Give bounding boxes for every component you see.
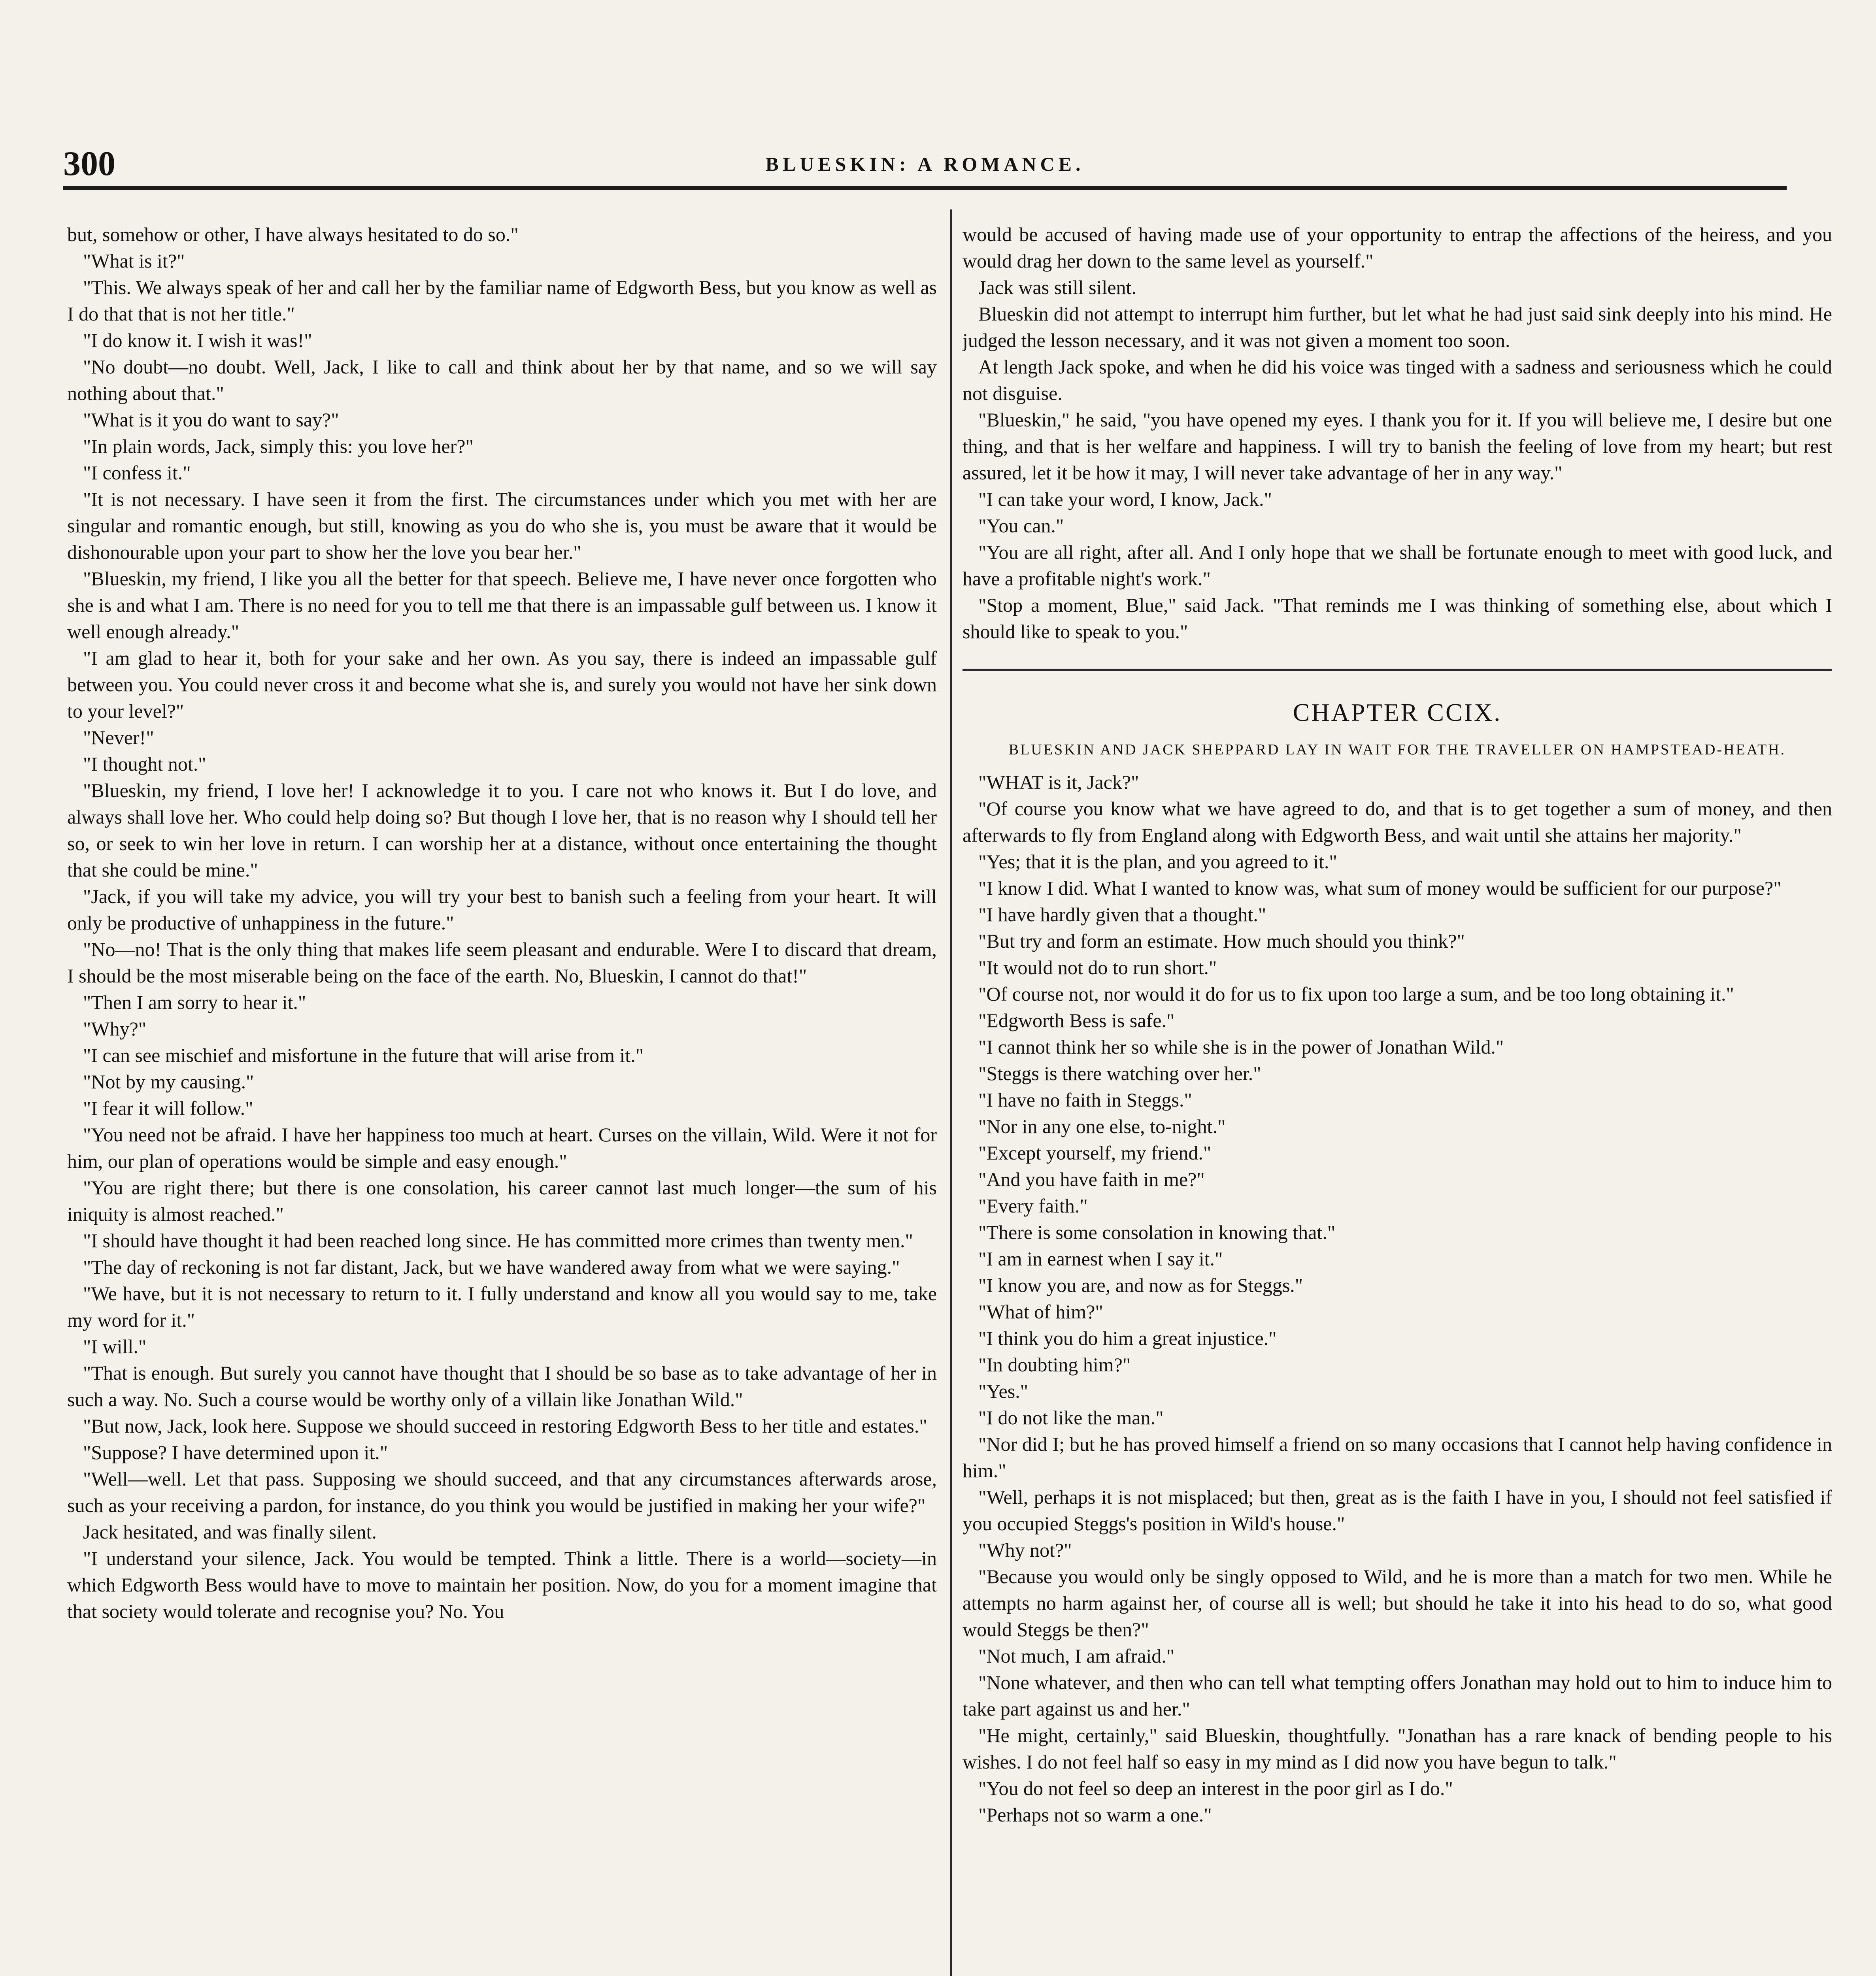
paragraph: "No—no! That is the only thing that makes life seem pleasant and endurable. Were I to discard that dream, I should be the most miserable being on the face of the earth. No, Blueskin, I cannot do that!" bbox=[67, 938, 937, 987]
paragraph: "Why not?" bbox=[978, 1539, 1072, 1561]
paragraph: "What of him?" bbox=[978, 1301, 1103, 1323]
paragraph: "Well—well. Let that pass. Supposing we should succeed, and that any circumstances afterwards arose, such as your receiving a pardon, for instance, do you think you would be justified in making her your wife?" bbox=[67, 1468, 937, 1516]
paragraph: "I know you are, and now as for Steggs." bbox=[978, 1274, 1303, 1296]
paragraph: "I fear it will follow." bbox=[83, 1097, 253, 1119]
column-divider bbox=[950, 209, 952, 1976]
right-column bbox=[963, 221, 1832, 1976]
paragraph: "I do not like the man." bbox=[978, 1407, 1164, 1429]
paragraph: "Edgworth Bess is safe." bbox=[978, 1009, 1175, 1031]
paragraph: "Steggs is there watching over her." bbox=[978, 1062, 1261, 1084]
paragraph: "That is enough. But surely you cannot have thought that I should be so base as to take advantage of her in such a way. No. Such a course would be worthy only of a villain like Jonathan Wild." bbox=[67, 1362, 937, 1410]
paragraph: "In plain words, Jack, simply this: you love her?" bbox=[83, 435, 474, 457]
paragraph: "This. We always speak of her and call her by the familiar name of Edgworth Bess, but you know as well as I do that that is not her title." bbox=[67, 276, 937, 325]
paragraph: "I can see mischief and misfortune in the future that will arise from it." bbox=[83, 1044, 644, 1066]
paragraph: "Perhaps not so warm a one." bbox=[978, 1804, 1212, 1826]
paragraph: "There is some consolation in knowing that." bbox=[978, 1221, 1336, 1243]
paragraph: "You are right there; but there is one consolation, his career cannot last much longer—the sum of his iniquity is almost reached." bbox=[67, 1177, 937, 1225]
paragraph: "I have hardly given that a thought." bbox=[978, 903, 1266, 926]
paragraph: "Of course not, nor would it do for us to fix upon too large a sum, and be too long obtaining it." bbox=[978, 983, 1734, 1005]
paragraph: "Blueskin," he said, "you have opened my eyes. I thank you for it. If you will believe me, I desire but one thing, and that is her welfare and happiness. I will try to banish the feeling of love from my heart; but rest assured, let it be how it may, I will never take advantage of her in any way." bbox=[963, 409, 1832, 484]
running-head: BLUESKIN: A ROMANCE. bbox=[765, 153, 1085, 175]
paragraph: "Blueskin, my friend, I like you all the better for that speech. Believe me, I have never once forgotten who she is and what I am. There is no need for you to tell me that there is an impassable gulf between us. I know it well enough already." bbox=[67, 568, 937, 643]
paragraph: "Suppose? I have determined upon it." bbox=[83, 1441, 388, 1463]
paragraph: "No doubt—no doubt. Well, Jack, I like to call and think about her by that name, and so we will say nothing about that." bbox=[67, 356, 937, 404]
paragraph: "Because you would only be singly opposed to Wild, and he is more than a match for two men. While he attempts no harm against her, of course all is well; but should he take it into his head to do so, what good would Steggs be then?" bbox=[963, 1565, 1832, 1640]
paragraph: "WHAT is it, Jack?" bbox=[978, 771, 1139, 793]
paragraph: "I understand your silence, Jack. You would be tempted. Think a little. There is a world—society—in which Edgworth Bess would have to move to maintain her position. Now, do you for a moment imagine that that society would tolerate and recognise you? No. You bbox=[67, 1547, 937, 1622]
paragraph: "Yes." bbox=[978, 1380, 1029, 1402]
page-number: 300 bbox=[63, 145, 115, 183]
right-column-before-chapter bbox=[963, 221, 1832, 645]
paragraph: would be accused of having made use of your opportunity to entrap the affections of the heiress, and you would drag her down to the same level as yourself." bbox=[963, 223, 1832, 272]
paragraph: "Yes; that it is the plan, and you agreed to it." bbox=[978, 850, 1337, 873]
paragraph: "Then I am sorry to hear it." bbox=[83, 991, 306, 1013]
paragraph: "Blueskin, my friend, I love her! I acknowledge it to you. I care not who knows it. But I do love, and always shall love her. Who could help doing so? But though I love her, that is no reason why I should tell her so, or seek to win her love in return. I can worship her at a distance, without once entertaining the thought that she could be mine." bbox=[67, 779, 937, 881]
paragraph: "Nor did I; but he has proved himself a friend on so many occasions that I cannot help having confidence in him." bbox=[963, 1433, 1832, 1482]
paragraph: "It is not necessary. I have seen it from the first. The circumstances under which you met with her are singular and romantic enough, but still, knowing as you do who she is, you must be aware that it would be dishonourable upon your part to show her the love you bear her." bbox=[67, 488, 937, 563]
paragraph: "He might, certainly," said Blueskin, thoughtfully. "Jonathan has a rare knack of bending people to his wishes. I do not feel half so easy in my mind as I did now you have begun to talk." bbox=[963, 1724, 1832, 1773]
paragraph: "I have no faith in Steggs." bbox=[978, 1089, 1192, 1111]
paragraph: "I should have thought it had been reached long since. He has committed more crimes than twenty men." bbox=[83, 1229, 913, 1252]
paragraph: "I will." bbox=[83, 1335, 147, 1358]
paragraph: "Not by my causing." bbox=[83, 1071, 254, 1093]
paragraph: "But try and form an estimate. How much should you think?" bbox=[978, 930, 1465, 952]
paragraph: "I am glad to hear it, both for your sake and her own. As you say, there is indeed an impassable gulf between you. You could never cross it and become what she is, and surely you would not have her sink down to your level?" bbox=[67, 647, 937, 722]
chapter-title: CHAPTER CCIX. bbox=[1293, 698, 1502, 726]
paragraph: "Nor in any one else, to-night." bbox=[978, 1115, 1226, 1137]
paragraph: "I think you do him a great injustice." bbox=[978, 1327, 1277, 1349]
paragraph: "You do not feel so deep an interest in the poor girl as I do." bbox=[978, 1777, 1453, 1799]
paragraph: "You are all right, after all. And I only hope that we shall be fortunate enough to meet with good luck, and have a profitable night's work." bbox=[963, 541, 1832, 590]
page-header bbox=[63, 142, 1787, 190]
paragraph: "I am in earnest when I say it." bbox=[978, 1248, 1223, 1270]
paragraph: "You can." bbox=[978, 515, 1064, 537]
paragraph: "I confess it." bbox=[83, 462, 191, 484]
paragraph: "But now, Jack, look here. Suppose we should succeed in restoring Edgworth Bess to her title and estates." bbox=[83, 1415, 927, 1437]
paragraph: "None whatever, and then who can tell what tempting offers Jonathan may hold out to him to induce him to take part against us and her." bbox=[963, 1671, 1832, 1720]
right-column-after-chapter bbox=[963, 769, 1832, 1828]
paragraph: "I do know it. I wish it was!" bbox=[83, 329, 312, 351]
paragraph: Jack was still silent. bbox=[978, 276, 1136, 298]
paragraph: but, somehow or other, I have always hesitated to do so." bbox=[67, 223, 519, 245]
paragraph: "Every faith." bbox=[978, 1195, 1088, 1217]
paragraph: "What is it?" bbox=[83, 250, 185, 272]
paragraph: Blueskin did not attempt to interrupt him further, but let what he had just said sink deeply into his mind. He judged the lesson necessary, and it was not given a moment too soon. bbox=[963, 303, 1832, 351]
paragraph: "Except yourself, my friend." bbox=[978, 1142, 1212, 1164]
paragraph: "Jack, if you will take my advice, you will try your best to banish such a feeling from your heart. It will only be productive of unhappiness in the future." bbox=[67, 885, 937, 934]
paragraph: "What is it you do want to say?" bbox=[83, 409, 339, 431]
paragraph: "And you have faith in me?" bbox=[978, 1168, 1205, 1190]
paragraph: "Why?" bbox=[83, 1018, 147, 1040]
paragraph: "Stop a moment, Blue," said Jack. "That reminds me I was thinking of something else, about which I should like to speak to you." bbox=[963, 594, 1832, 643]
paragraph: Jack hesitated, and was finally silent. bbox=[83, 1521, 377, 1543]
paragraph: "I cannot think her so while she is in the power of Jonathan Wild." bbox=[978, 1036, 1504, 1058]
paragraph: At length Jack spoke, and when he did his voice was tinged with a sadness and seriousness which he could not disguise. bbox=[963, 356, 1832, 404]
paragraph: "Not much, I am afraid." bbox=[978, 1645, 1175, 1667]
paragraph: "I can take your word, I know, Jack." bbox=[978, 488, 1272, 510]
paragraph: "I thought not." bbox=[83, 753, 206, 775]
paragraph: "We have, but it is not necessary to return to it. I fully understand and know all you would say to me, take my word for it." bbox=[67, 1282, 937, 1331]
paragraph: "I know I did. What I wanted to know was, what sum of money would be sufficient for our purpose?" bbox=[978, 877, 1782, 899]
paragraph: "In doubting him?" bbox=[978, 1354, 1131, 1376]
left-column bbox=[67, 221, 937, 1976]
paragraph: "You need not be afraid. I have her happiness too much at heart. Curses on the villain, Wild. Were it not for him, our plan of operations would be simple and easy enough." bbox=[67, 1124, 937, 1172]
paragraph: "Never!" bbox=[83, 726, 154, 749]
paragraph: "Of course you know what we have agreed to do, and that is to get together a sum of money, and then afterwards to fly from England along with Edgworth Bess, and wait until she attains her majority." bbox=[963, 798, 1832, 846]
chapter-separator bbox=[963, 653, 1832, 671]
paragraph: "Well, perhaps it is not misplaced; but then, great as is the faith I have in you, I should not feel satisfied if you occupied Steggs's position in Wild's house." bbox=[963, 1486, 1832, 1535]
paragraph: "It would not do to run short." bbox=[978, 956, 1217, 979]
chapter-subtitle: BLUESKIN AND JACK SHEPPARD LAY IN WAIT FOR THE TRAVELLER ON HAMPSTEAD-HEATH. bbox=[1008, 741, 1786, 758]
paragraph: "The day of reckoning is not far distant, Jack, but we have wandered away from what we were saying." bbox=[83, 1256, 900, 1278]
